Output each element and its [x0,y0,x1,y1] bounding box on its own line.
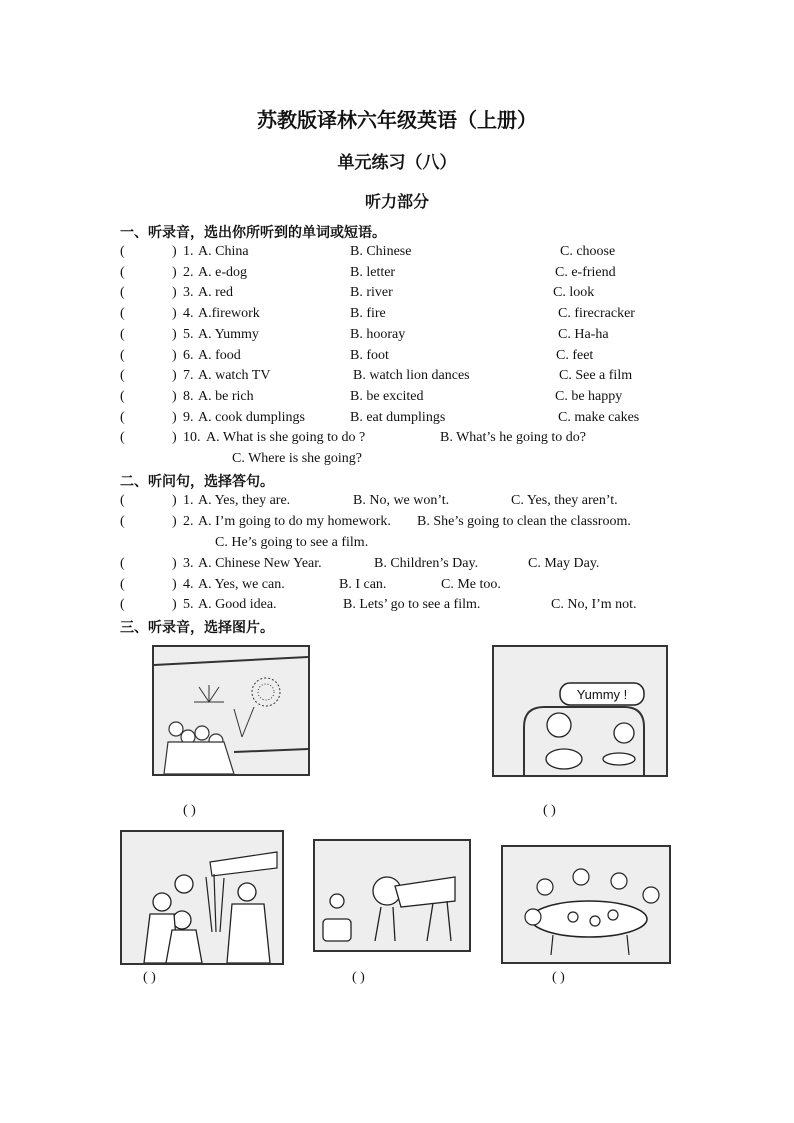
option-b: B. She’s going to clean the classroom. [417,514,631,529]
yummy-illustration-icon [494,647,666,775]
option-c: C. feet [556,348,594,363]
option-a: A. red [198,285,233,300]
option-b: B. fire [350,306,386,321]
option-a: A. What is she going to do ? [206,430,366,445]
flower-market-illustration-icon [122,832,282,963]
page-subtitle: 单元练习（八） [337,153,457,173]
answer-paren-open: ( [120,265,125,280]
picture-lion-dance [313,839,471,952]
picture-family-dinner [501,845,671,964]
answer-paren-close: ) [172,348,177,363]
answer-paren-open: ( [120,368,125,383]
section-heading-2: 二、听问句，选择答句。 [120,474,274,490]
answer-paren-open: ( [120,556,125,571]
option-c: C. He’s going to see a film. [215,535,369,550]
question-number: 10. [183,430,201,445]
option-a: A. Yummy [198,327,259,342]
question-number: 1. [183,493,194,508]
question-number: 8. [183,389,194,404]
answer-paren-open: ( [120,430,125,445]
picture-yummy [492,645,668,777]
answer-paren-close: ) [172,389,177,404]
answer-paren-open: ( [120,285,125,300]
question-number: 4. [183,577,194,592]
answer-paren-open: ( [120,327,125,342]
picture-flower-market [120,830,284,965]
option-a: A.firework [198,306,260,321]
option-c: C. May Day. [528,556,600,571]
question-number: 2. [183,265,194,280]
option-a: A. cook dumplings [198,410,305,425]
option-a: A. Good idea. [198,597,277,612]
answer-paren-close: ) [172,244,177,259]
option-a: A. be rich [198,389,254,404]
section-heading-3: 三、听录音，选择图片。 [120,620,274,636]
option-b: B. Lets’ go to see a film. [343,597,481,612]
option-b: B. No, we won’t. [353,493,450,508]
option-b: B. be excited [350,389,424,404]
answer-paren-close: ) [172,410,177,425]
answer-paren-close: ) [172,327,177,342]
part-heading: 听力部分 [364,192,429,211]
question-number: 7. [183,368,194,383]
answer-paren-open: ( [120,410,125,425]
answer-blank-4: ( ) [352,970,365,985]
question-number: 4. [183,306,194,321]
answer-blank-3: ( ) [143,970,156,985]
option-b: B. foot [350,348,389,363]
question-number: 3. [183,285,194,300]
answer-paren-close: ) [172,577,177,592]
option-b: B. hooray [350,327,406,342]
option-a: A. Yes, they are. [198,493,291,508]
option-c: C. See a film [559,368,633,383]
answer-paren-open: ( [120,306,125,321]
option-b: B. I can. [339,577,387,592]
option-c: C. choose [560,244,616,259]
option-c: C. make cakes [558,410,640,425]
answer-blank-5: ( ) [552,970,565,985]
answer-blank-2: ( ) [543,803,556,818]
svg-text:Yummy !: Yummy ! [576,687,628,702]
option-c: C. Yes, they aren’t. [511,493,618,508]
option-b: B. What’s he going to do? [440,430,586,445]
answer-paren-close: ) [172,597,177,612]
option-b: B. eat dumplings [350,410,446,425]
answer-paren-open: ( [120,244,125,259]
answer-paren-close: ) [172,306,177,321]
option-c: C. be happy [555,389,623,404]
question-number: 9. [183,410,194,425]
answer-blank-1: ( ) [183,803,196,818]
lion-dance-illustration-icon [315,841,469,950]
answer-paren-open: ( [120,493,125,508]
answer-paren-close: ) [172,285,177,300]
answer-paren-open: ( [120,577,125,592]
answer-paren-close: ) [172,430,177,445]
option-b: B. river [350,285,393,300]
answer-paren-close: ) [172,556,177,571]
option-a: A. Yes, we can. [198,577,285,592]
option-c: C. Me too. [441,577,501,592]
answer-paren-open: ( [120,597,125,612]
page-title: 苏教版译林六年级英语（上册） [257,108,537,132]
answer-paren-close: ) [172,514,177,529]
answer-paren-close: ) [172,265,177,280]
fireworks-illustration-icon [154,647,308,774]
answer-paren-open: ( [120,514,125,529]
option-a: A. e-dog [198,265,247,280]
option-c: C. No, I’m not. [551,597,637,612]
option-a: A. Chinese New Year. [198,556,322,571]
option-b: B. letter [350,265,396,280]
section-heading-1: 一、听录音，选出你所听到的单词或短语。 [120,225,386,241]
option-a: A. watch TV [198,368,271,383]
question-number: 5. [183,327,194,342]
option-c: C. Ha-ha [558,327,609,342]
answer-paren-close: ) [172,493,177,508]
picture-fireworks [152,645,310,776]
question-number: 3. [183,556,194,571]
option-a: A. food [198,348,241,363]
option-a: A. China [198,244,249,259]
family-dinner-illustration-icon [503,847,669,962]
option-b: B. watch lion dances [353,368,470,383]
question-number: 6. [183,348,194,363]
answer-paren-open: ( [120,348,125,363]
question-number: 1. [183,244,194,259]
question-number: 5. [183,597,194,612]
option-b: B. Chinese [350,244,412,259]
option-b: B. Children’s Day. [374,556,479,571]
answer-paren-open: ( [120,389,125,404]
option-c: C. firecracker [558,306,635,321]
question-number: 2. [183,514,194,529]
option-c: C. look [553,285,595,300]
option-a: A. I’m going to do my homework. [198,514,391,529]
option-c: C. Where is she going? [232,451,362,466]
answer-paren-close: ) [172,368,177,383]
option-c: C. e-friend [555,265,616,280]
